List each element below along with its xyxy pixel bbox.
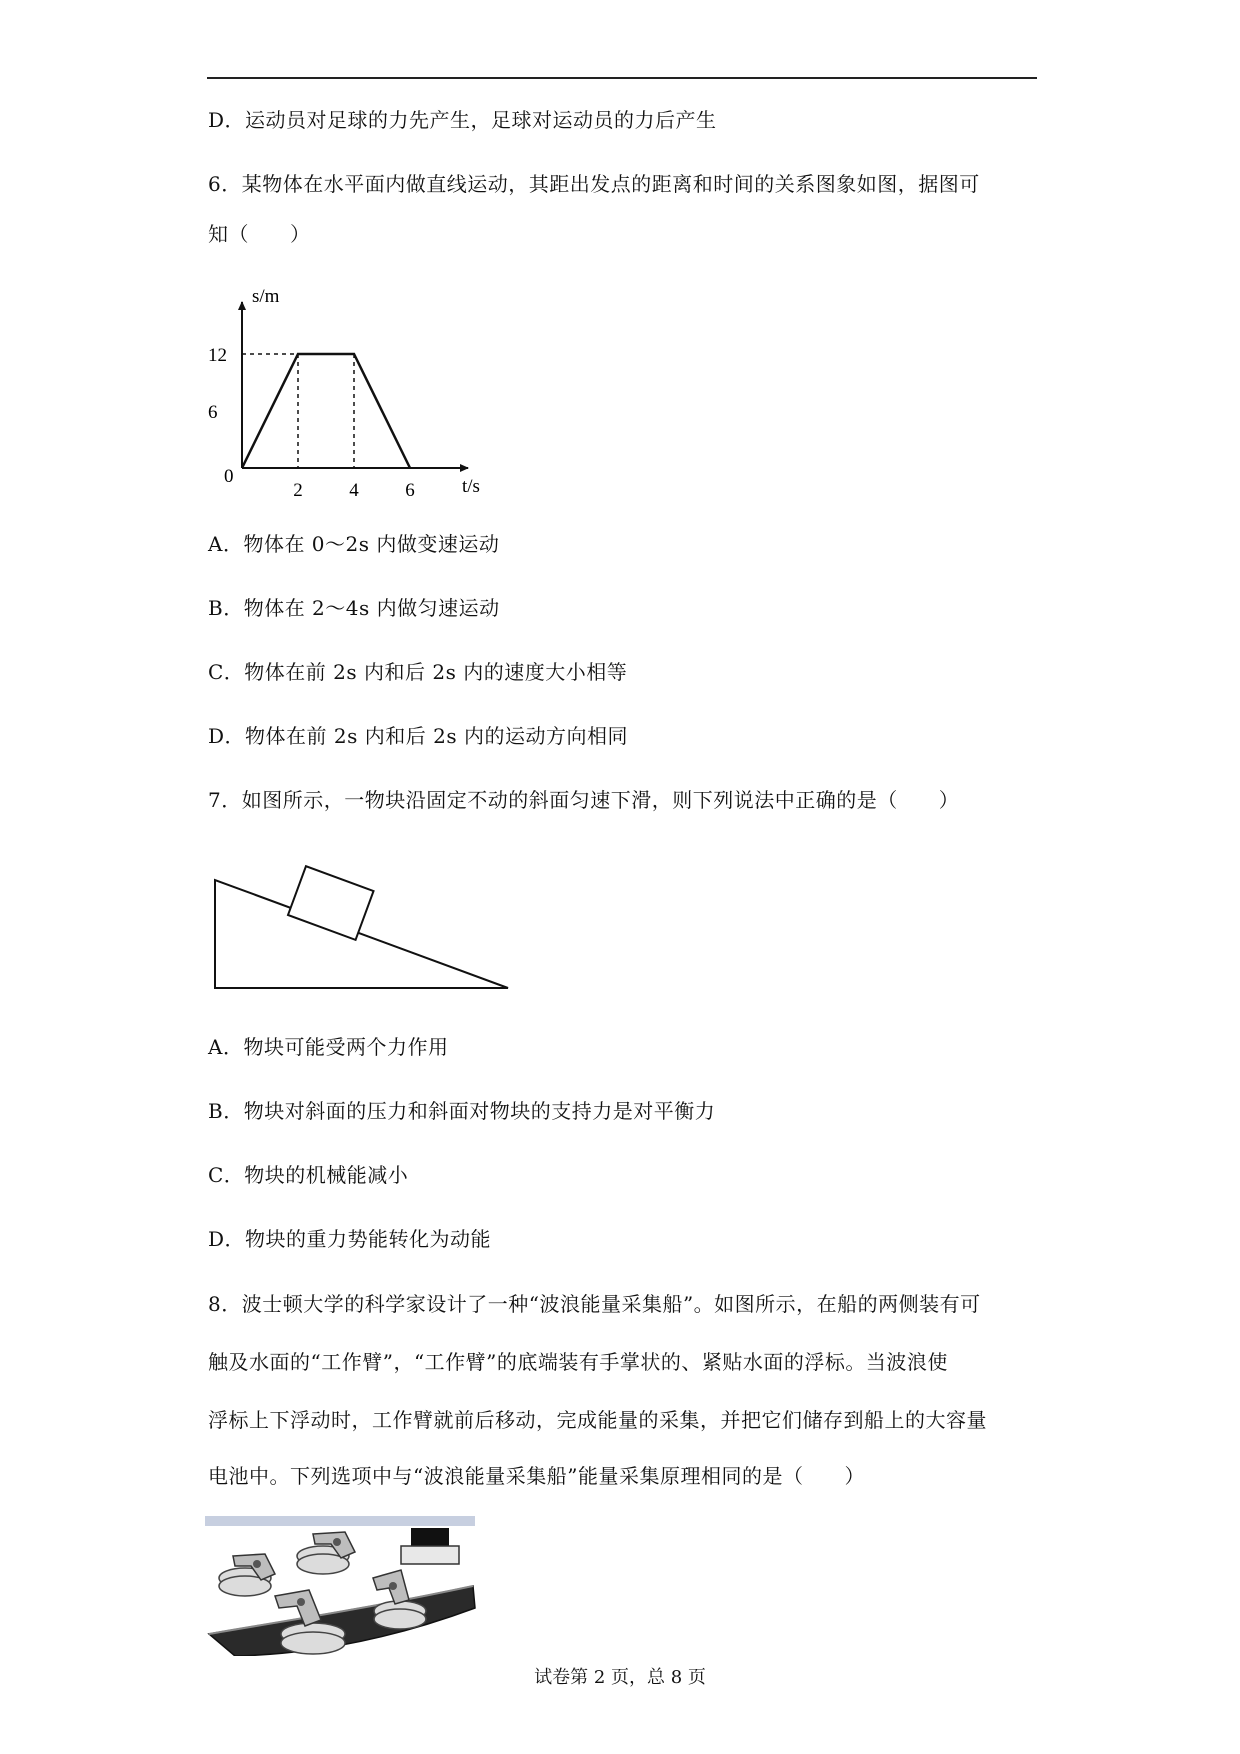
y-axis-label: s/m	[252, 286, 280, 307]
q6-option-b: B．物体在 2～4s 内做匀速运动	[208, 596, 500, 620]
q7-option-a: A．物块可能受两个力作用	[208, 1035, 449, 1059]
header-rule	[207, 77, 1037, 79]
q6-stem-line2: 知（ ）	[208, 222, 311, 246]
q8-stem-line2: 触及水面的“工作臂”，“工作臂”的底端装有手掌状的、紧贴水面的浮标。当波浪使	[208, 1350, 948, 1374]
q7-option-d: D．物块的重力势能转化为动能	[208, 1227, 492, 1251]
x-axis-label: t/s	[462, 476, 480, 497]
q6-stem-line1: 6．某物体在水平面内做直线运动，其距出发点的距离和时间的关系图象如图，据图可	[208, 172, 980, 196]
origin-label: 0	[224, 466, 234, 487]
q7-option-b: B．物块对斜面的压力和斜面对物块的支持力是对平衡力	[208, 1099, 716, 1123]
x-tick-label: 6	[405, 480, 415, 501]
series-line	[242, 354, 410, 468]
x-tick-label: 4	[349, 480, 359, 501]
q6-option-a: A．物体在 0～2s 内做变速运动	[208, 532, 500, 556]
wave-energy-ship-image	[205, 1516, 485, 1660]
x-tick-label: 2	[293, 480, 303, 501]
q6-option-c: C．物体在前 2s 内和后 2s 内的速度大小相等	[208, 660, 628, 684]
incline-diagram	[205, 855, 525, 1009]
y-tick-label: 6	[208, 402, 218, 423]
q7-option-c: C．物块的机械能减小	[208, 1163, 409, 1187]
st-graph	[200, 282, 500, 511]
page-footer: 试卷第 2 页，总 8 页	[534, 1667, 706, 1688]
q8-stem-line3: 浮标上下浮动时，工作臂就前后移动，完成能量的采集，并把它们储存到船上的大容量	[208, 1408, 987, 1432]
q7-stem: 7．如图所示，一物块沿固定不动的斜面匀速下滑，则下列说法中正确的是（ ）	[208, 788, 960, 812]
y-tick-label: 12	[208, 345, 227, 366]
block	[288, 866, 374, 940]
q5-option-d: D．运动员对足球的力先产生，足球对运动员的力后产生	[208, 108, 717, 132]
q8-stem-line1: 8．波士顿大学的科学家设计了一种“波浪能量采集船”。如图所示，在船的两侧装有可	[208, 1292, 981, 1316]
q6-option-d: D．物体在前 2s 内和后 2s 内的运动方向相同	[208, 724, 628, 748]
q8-stem-line4: 电池中。下列选项中与“波浪能量采集船”能量采集原理相同的是（ ）	[208, 1464, 865, 1488]
